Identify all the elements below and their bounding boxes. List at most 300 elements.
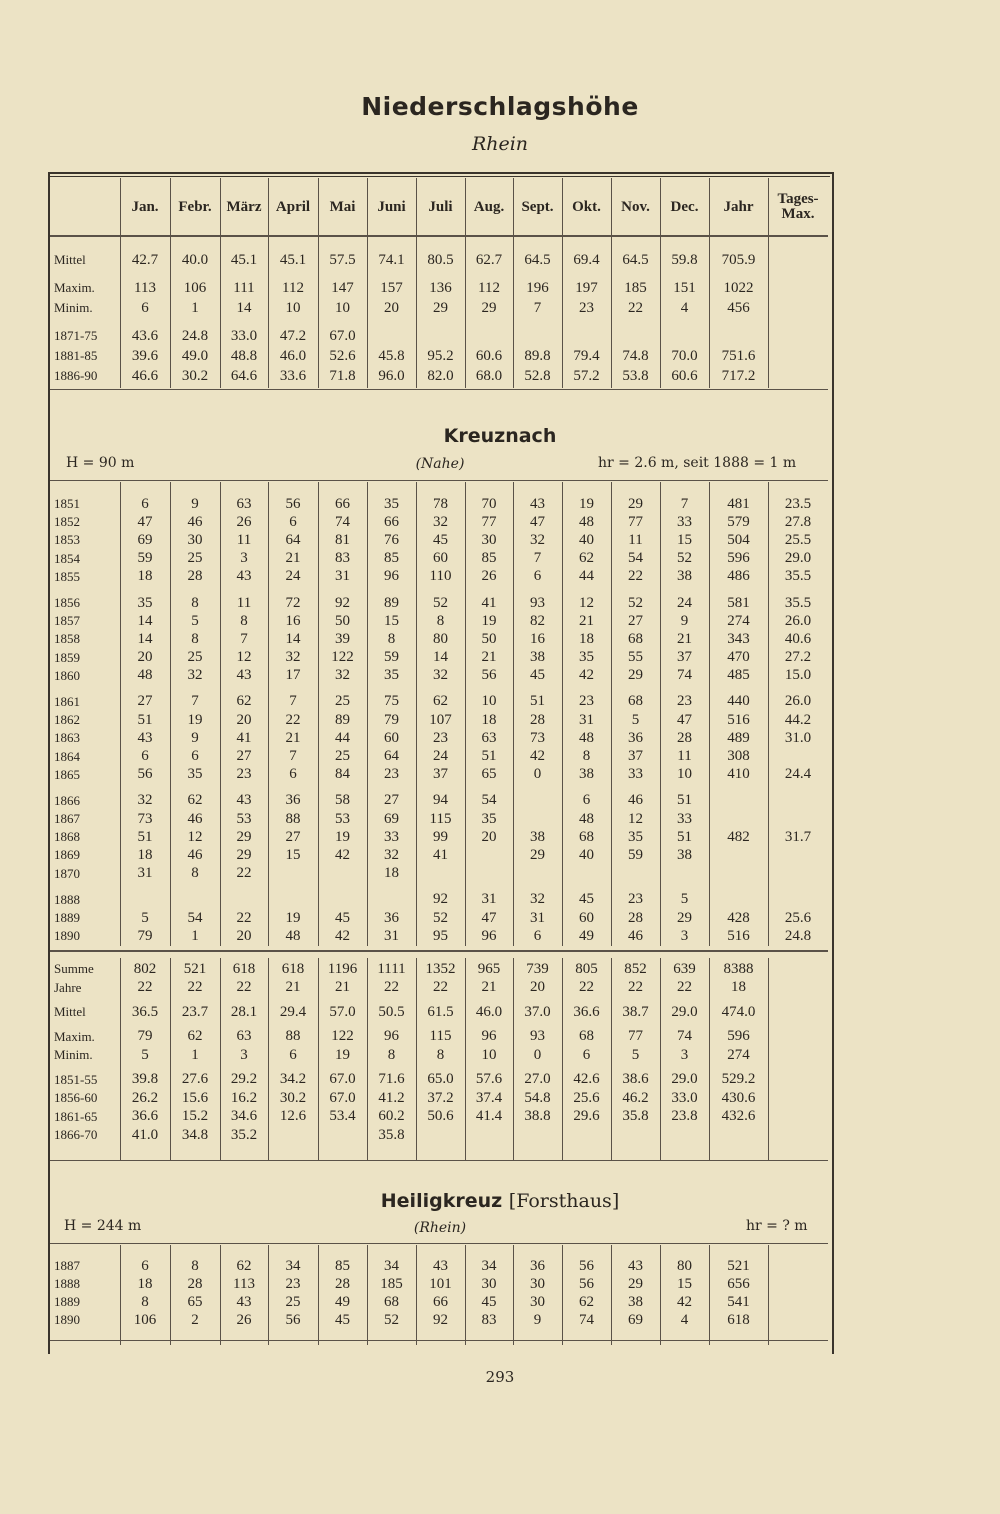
cell-jan: 59 xyxy=(137,550,153,567)
cell-febr: 15.6 xyxy=(181,1089,209,1106)
cell-jan: 5 xyxy=(141,909,149,926)
cell-dec: 38 xyxy=(677,568,692,585)
cell-jahr: 618 xyxy=(727,1311,750,1328)
cell-mai: 57.0 xyxy=(329,1003,356,1020)
table-row xyxy=(50,298,828,318)
cell-juli: 95 xyxy=(433,927,448,944)
cell-febr: 15.2 xyxy=(181,1108,209,1125)
cell-juni: 60.2 xyxy=(378,1108,405,1125)
cell-m-rz: 64.6 xyxy=(230,367,258,384)
cell-jahr: 456 xyxy=(727,299,750,316)
cell-juni: 64 xyxy=(384,748,399,765)
cell-tages-max: 26.0 xyxy=(784,693,812,710)
cell-nov xyxy=(611,865,660,883)
cell-okt: 48 xyxy=(579,729,594,746)
cell-jan: 14 xyxy=(137,630,153,647)
cell-nov: 54 xyxy=(628,550,643,567)
cell-sept: 82 xyxy=(530,612,545,629)
cell-aug: 20 xyxy=(481,828,497,845)
cell-tages-max: 26.0 xyxy=(784,612,812,629)
cell-jan: 802 xyxy=(133,960,157,977)
cell-juli: 80.5 xyxy=(427,251,454,268)
cell-juli: 8 xyxy=(436,1046,445,1063)
heiligkreuz-title xyxy=(0,1190,1000,1212)
cell-tages-max: 24.4 xyxy=(784,766,812,783)
cell-april: 17 xyxy=(285,667,301,684)
cell-jahr: 751.6 xyxy=(721,347,756,364)
cell-jahr: 440 xyxy=(727,693,750,710)
cell-juni: 27 xyxy=(384,792,399,809)
row-label: 1866 xyxy=(54,792,80,808)
cell-m-rz: 11 xyxy=(236,594,252,611)
cell-okt: 44 xyxy=(579,568,594,585)
cell-okt: 22 xyxy=(579,979,594,996)
cell-nov: 74.8 xyxy=(622,347,649,364)
cell-juli: 43 xyxy=(433,1257,448,1274)
row-label: 1881-85 xyxy=(54,348,98,363)
cell-nov: 12 xyxy=(628,810,643,827)
cell-aug: 50 xyxy=(481,630,497,647)
cell-jahr xyxy=(709,1126,768,1145)
cell-okt: 56 xyxy=(579,1257,594,1274)
cell-mai: 122 xyxy=(331,1028,354,1045)
cell-tages-max: 29.0 xyxy=(784,550,812,567)
row-label: 1889 xyxy=(54,1294,80,1309)
cell-okt xyxy=(562,1126,611,1145)
cell-aug: 30 xyxy=(481,1275,497,1292)
cell-jahr: 8388 xyxy=(723,960,754,977)
cell-febr: 22 xyxy=(187,979,203,996)
cell-mai: 57.5 xyxy=(329,251,356,268)
cell-jahr xyxy=(709,891,768,909)
cell-jan: 6 xyxy=(141,1257,149,1274)
cell-nov xyxy=(611,326,660,346)
cell-juli: 107 xyxy=(429,711,452,728)
section-rule xyxy=(50,1160,828,1161)
cell-tages-max xyxy=(768,1089,828,1108)
cell-febr: 1 xyxy=(191,1046,199,1063)
cell-jan: 43.6 xyxy=(131,327,159,344)
cell-jahr xyxy=(709,326,768,346)
cell-juni xyxy=(367,891,416,909)
cell-m-rz: 20 xyxy=(236,927,252,944)
cell-juni xyxy=(367,326,416,346)
cell-juni: 18 xyxy=(384,865,399,882)
cell-nov: 77 xyxy=(628,1028,643,1045)
cell-febr: 106 xyxy=(183,279,207,296)
cell-tages-max xyxy=(768,1257,828,1275)
cell-okt: 62 xyxy=(579,1293,594,1310)
cell-tages-max: 31.7 xyxy=(784,828,812,845)
cell-nov: 852 xyxy=(624,960,647,977)
table-row xyxy=(50,346,828,366)
cell-sept: 43 xyxy=(530,495,545,512)
cell-juli: 61.5 xyxy=(427,1003,454,1020)
cell-jahr: 18 xyxy=(731,979,746,996)
table-row xyxy=(50,1003,828,1022)
cell-mai xyxy=(318,891,367,909)
cell-aug: 57.6 xyxy=(475,1071,503,1088)
cell-sept: 51 xyxy=(530,693,545,710)
cell-m-rz: 22 xyxy=(236,909,252,926)
cell-dec: 47 xyxy=(677,711,692,728)
cell-dec: 51 xyxy=(677,828,692,845)
cell-juli: 65.0 xyxy=(427,1071,454,1088)
row-label: 1852 xyxy=(54,514,80,530)
cell-febr: 54 xyxy=(187,909,203,926)
cell-m-rz: 63 xyxy=(236,495,252,512)
cell-m-rz: 29 xyxy=(236,846,252,863)
cell-aug: 10 xyxy=(481,1046,497,1063)
row-label: 1888 xyxy=(54,891,80,907)
cell-sept: 16 xyxy=(530,630,545,647)
cell-nov: 22 xyxy=(628,299,643,316)
cell-april: 47.2 xyxy=(279,327,307,344)
cell-aug: 21 xyxy=(481,649,497,666)
cell-juni: 157 xyxy=(380,279,403,296)
cell-nov: 35 xyxy=(628,828,643,845)
cell-tages-max xyxy=(768,846,828,864)
cell-aug: 96 xyxy=(481,927,497,944)
cell-juni: 35.8 xyxy=(378,1126,405,1143)
table-row xyxy=(50,927,828,945)
cell-jahr xyxy=(709,810,768,828)
cell-dec: 74 xyxy=(677,667,692,684)
col-header-juli: Juli xyxy=(428,198,453,215)
cell-jahr: 504 xyxy=(727,531,750,548)
cell-mai: 19 xyxy=(335,1046,350,1063)
cell-dec: 7 xyxy=(680,495,689,512)
cell-m-rz: 62 xyxy=(236,1257,252,1274)
cell-juli: 82.0 xyxy=(427,367,454,384)
cell-m-rz: 63 xyxy=(236,1028,252,1045)
cell-jahr: 521 xyxy=(727,1257,750,1274)
cell-juli: 32 xyxy=(433,667,448,684)
cell-mai: 52.6 xyxy=(329,347,356,364)
row-label: Maxim. xyxy=(54,1028,95,1044)
cell-tages-max: 15.0 xyxy=(784,667,812,684)
cell-okt: 38 xyxy=(579,766,594,783)
cell-aug: 45 xyxy=(481,1293,497,1310)
section-rule xyxy=(50,1243,828,1244)
row-label: 1887 xyxy=(54,1258,80,1273)
cell-nov: 52 xyxy=(628,594,643,611)
table-row xyxy=(50,1275,828,1293)
cell-aug: 47 xyxy=(481,909,497,926)
cell-sept: 32 xyxy=(530,531,545,548)
row-label: Mittel xyxy=(54,1004,86,1020)
cell-jan: 79 xyxy=(137,927,153,944)
cell-april: 46.0 xyxy=(279,347,307,364)
row-label: 1856 xyxy=(54,595,80,611)
cell-mai: 81 xyxy=(335,531,350,548)
cell-juli: 136 xyxy=(429,279,452,296)
row-label: 1865 xyxy=(54,766,80,782)
cell-juni: 36 xyxy=(384,909,399,926)
row-label: 1862 xyxy=(54,712,80,728)
table-row xyxy=(50,747,828,765)
cell-sept: 6 xyxy=(533,927,542,944)
cell-juni: 96 xyxy=(384,1028,399,1045)
cell-febr: 24.8 xyxy=(181,327,209,344)
cell-april: 25 xyxy=(285,1293,301,1310)
cell-febr: 9 xyxy=(191,729,199,746)
cell-jahr: 474.0 xyxy=(721,1003,756,1020)
cell-okt: 8 xyxy=(582,748,591,765)
cell-mai: 32 xyxy=(335,667,350,684)
cell-mai: 83 xyxy=(335,550,350,567)
row-label: Maxim. xyxy=(54,280,95,295)
row-label: 1851-55 xyxy=(54,1071,98,1087)
row-label: 1860 xyxy=(54,667,80,683)
cell-sept: 9 xyxy=(533,1311,542,1328)
cell-okt: 805 xyxy=(575,960,598,977)
cell-mai: 66 xyxy=(335,495,350,512)
cell-dec: 639 xyxy=(673,960,696,977)
cell-juni: 96.0 xyxy=(378,367,405,384)
cell-dec: 4 xyxy=(680,1311,689,1328)
cell-juni: 15 xyxy=(384,612,399,629)
cell-dec: 5 xyxy=(680,891,689,908)
cell-jahr: 470 xyxy=(727,649,750,666)
cell-okt: 40 xyxy=(579,531,594,548)
table-row xyxy=(50,326,828,346)
cell-sept: 93 xyxy=(530,1028,545,1045)
cell-nov: 37 xyxy=(628,748,643,765)
col-header-tages-max: Tages- Max. xyxy=(777,191,819,222)
cell-april: 14 xyxy=(285,630,301,647)
cell-febr: 62 xyxy=(187,1028,203,1045)
cell-dec: 11 xyxy=(677,748,692,765)
cell-m-rz: 35.2 xyxy=(230,1126,258,1143)
cell-sept: 38 xyxy=(530,828,545,845)
cell-tages-max: 40.6 xyxy=(784,630,812,647)
cell-aug: 77 xyxy=(481,513,497,530)
col-header-sept: Sept. xyxy=(521,198,554,215)
cell-aug: 41 xyxy=(481,594,497,611)
cell-febr: 35 xyxy=(187,766,203,783)
row-label: Jahre xyxy=(54,979,82,995)
cell-juni: 35 xyxy=(384,495,399,512)
cell-nov: 46 xyxy=(628,927,643,944)
cell-mai: 31 xyxy=(335,568,350,585)
heiligkreuz-table xyxy=(50,1257,828,1329)
cell-juli: 115 xyxy=(429,810,452,827)
col-header-jan: Jan. xyxy=(131,198,159,215)
cell-aug: 96 xyxy=(481,1028,497,1045)
cell-okt: 19 xyxy=(579,495,594,512)
cell-nov: 46 xyxy=(628,792,643,809)
cell-aug: 54 xyxy=(481,792,497,809)
cell-tages-max xyxy=(768,1028,828,1047)
cell-okt: 36.6 xyxy=(573,1003,600,1020)
cell-mai: 74 xyxy=(335,513,350,530)
cell-okt: 23 xyxy=(579,693,594,710)
table-row xyxy=(50,766,828,784)
cell-dec: 60.6 xyxy=(671,367,698,384)
cell-mai: 50 xyxy=(335,612,350,629)
cell-tages-max: 25.5 xyxy=(784,531,812,548)
cell-okt: 31 xyxy=(579,711,594,728)
cell-jan: 6 xyxy=(141,495,149,512)
cell-m-rz: 27 xyxy=(236,748,252,765)
cell-dec: 38 xyxy=(677,846,692,863)
cell-nov: 64.5 xyxy=(622,251,649,268)
cell-dec xyxy=(660,326,709,346)
cell-jan: 43 xyxy=(137,729,153,746)
cell-juli: 110 xyxy=(429,568,452,585)
cell-tages-max xyxy=(768,278,828,298)
cell-sept: 196 xyxy=(526,279,549,296)
cell-m-rz xyxy=(220,891,268,909)
cell-april: 72 xyxy=(285,594,301,611)
cell-okt: 68 xyxy=(579,1028,594,1045)
col-header-april: April xyxy=(275,198,311,215)
cell-jan: 113 xyxy=(134,279,156,296)
cell-sept: 38 xyxy=(530,649,545,666)
heiligkreuz-height: H = 244 m xyxy=(64,1218,142,1234)
cell-febr: 7 xyxy=(191,693,199,710)
cell-m-rz: 20 xyxy=(236,711,252,728)
page-number: 293 xyxy=(485,1368,515,1386)
cell-mai: 85 xyxy=(335,1257,350,1274)
cell-tages-max xyxy=(768,747,828,765)
cell-febr: 27.6 xyxy=(181,1071,209,1088)
table-row xyxy=(50,667,828,685)
cell-nov: 55 xyxy=(628,649,643,666)
cell-juni: 32 xyxy=(384,846,399,863)
cell-m-rz: 45.1 xyxy=(230,251,258,268)
cell-jan: 26.2 xyxy=(131,1089,159,1106)
row-label: 1870 xyxy=(54,865,80,881)
cell-nov: 77 xyxy=(628,513,643,530)
cell-tages-max xyxy=(768,891,828,909)
cell-aug: 83 xyxy=(481,1311,497,1328)
cell-nov: 29 xyxy=(628,495,643,512)
table-row xyxy=(50,1046,828,1065)
cell-jan xyxy=(120,891,170,909)
cell-tages-max xyxy=(768,1046,828,1065)
cell-aug xyxy=(465,326,513,346)
cell-aug: 10 xyxy=(481,693,497,710)
table-row xyxy=(50,612,828,630)
cell-okt: 68 xyxy=(579,828,594,845)
cell-mai: 58 xyxy=(335,792,350,809)
row-label: 1888 xyxy=(54,1276,80,1291)
cell-juli: 22 xyxy=(433,979,448,996)
cell-m-rz: 26 xyxy=(236,1311,252,1328)
row-label: Minim. xyxy=(54,1047,93,1063)
cell-jahr: 516 xyxy=(727,927,750,944)
cell-tages-max xyxy=(768,366,828,386)
cell-juli xyxy=(416,865,465,883)
row-label: 1864 xyxy=(54,748,80,764)
cell-jahr: 481 xyxy=(727,495,750,512)
row-label: 1857 xyxy=(54,613,80,629)
cell-sept: 73 xyxy=(530,729,545,746)
row-label: 1855 xyxy=(54,568,80,584)
cell-m-rz: 29 xyxy=(236,828,252,845)
cell-aug: 112 xyxy=(478,279,500,296)
cell-dec: 51 xyxy=(677,792,692,809)
cell-okt: 18 xyxy=(579,630,594,647)
cell-febr: 2 xyxy=(191,1311,199,1328)
cell-nov: 5 xyxy=(631,711,640,728)
cell-april: 7 xyxy=(289,693,297,710)
cell-sept: 52.8 xyxy=(524,367,551,384)
col-header-aug: Aug. xyxy=(473,198,505,215)
cell-dec: 10 xyxy=(677,766,692,783)
cell-juni: 74.1 xyxy=(378,251,405,268)
cell-tages-max xyxy=(768,1071,828,1090)
cell-april: 45.1 xyxy=(279,251,307,268)
cell-okt: 56 xyxy=(579,1275,594,1292)
cell-sept: 31 xyxy=(530,909,545,926)
cell-okt: 35 xyxy=(579,649,594,666)
cell-tages-max: 31.0 xyxy=(784,729,812,746)
cell-juni: 1111 xyxy=(377,960,406,977)
table-row xyxy=(50,1071,828,1090)
cell-april: 30.2 xyxy=(279,1089,307,1106)
cell-juni: 34 xyxy=(384,1257,399,1274)
cell-tages-max xyxy=(768,1108,828,1127)
cell-sept: 0 xyxy=(533,1046,542,1063)
cell-okt: 29.6 xyxy=(573,1108,600,1125)
group-spacer xyxy=(50,270,828,278)
cell-jan: 39.6 xyxy=(131,347,159,364)
cell-juli: 78 xyxy=(433,495,448,512)
row-label: 1858 xyxy=(54,631,80,647)
cell-nov: 27 xyxy=(628,612,643,629)
cell-april: 10 xyxy=(285,299,301,316)
cell-april: 27 xyxy=(285,828,301,845)
cell-april: 23 xyxy=(285,1275,301,1292)
cell-aug: 18 xyxy=(481,711,497,728)
cell-m-rz: 7 xyxy=(240,630,248,647)
cell-mai: 49 xyxy=(335,1293,350,1310)
group-spacer xyxy=(50,784,828,792)
cell-juni: 35 xyxy=(384,667,399,684)
cell-april: 21 xyxy=(285,979,301,996)
header-rule xyxy=(50,235,828,237)
cell-jahr: 516 xyxy=(727,711,750,728)
cell-tages-max: 27.8 xyxy=(784,513,812,530)
cell-tages-max xyxy=(768,326,828,346)
cell-april xyxy=(268,865,318,883)
row-label: 1868 xyxy=(54,829,80,845)
cell-juli: 37 xyxy=(433,766,448,783)
table-row xyxy=(50,792,828,810)
cell-juni: 8 xyxy=(387,630,396,647)
row-label: 1867 xyxy=(54,811,80,827)
cell-jahr: 274 xyxy=(727,612,750,629)
cell-juni: 96 xyxy=(384,568,399,585)
cell-april: 88 xyxy=(285,1028,301,1045)
cell-okt: 69.4 xyxy=(573,251,600,268)
table-row xyxy=(50,960,828,979)
cell-sept: 37.0 xyxy=(524,1003,551,1020)
cell-jahr: 705.9 xyxy=(721,251,756,268)
summary-rule xyxy=(50,950,828,952)
cell-aug: 68.0 xyxy=(475,367,503,384)
cell-aug: 34 xyxy=(481,1257,497,1274)
kreuznach-title: Kreuznach xyxy=(443,425,557,447)
cell-aug: 37.4 xyxy=(475,1089,503,1106)
cell-nov xyxy=(611,1126,660,1145)
cell-febr: 8 xyxy=(191,865,199,882)
row-label: 1869 xyxy=(54,847,80,863)
cell-juli: 52 xyxy=(433,594,448,611)
